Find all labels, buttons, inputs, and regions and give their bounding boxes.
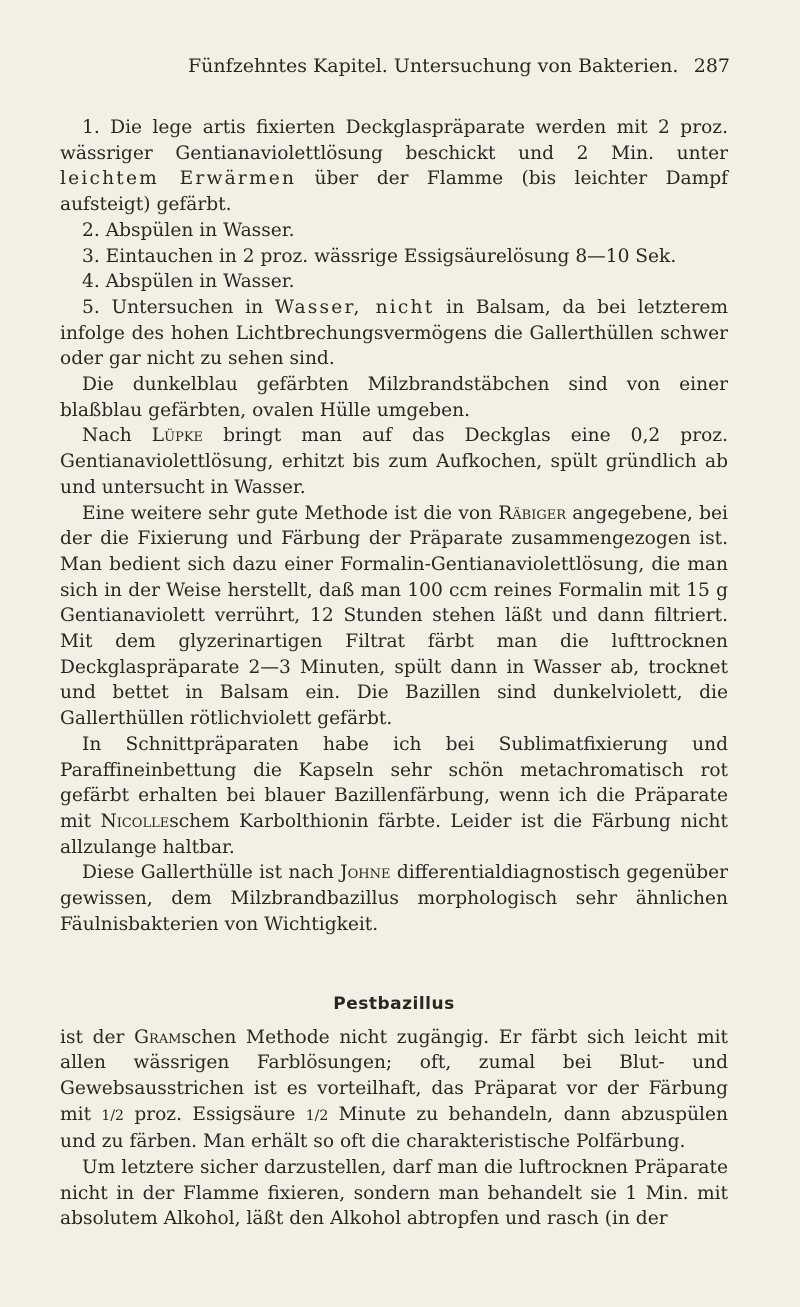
fraction: 1/2 <box>305 1107 329 1124</box>
page-number: 287 <box>693 55 730 77</box>
paragraph-luepke: Nach Lüpke bringt man auf das Deckglas eine 0,2 proz. Gentianaviolettlösung, erhitzt bis zum Aufkochen, spült gründlich ab und untersucht in Wasser. <box>60 425 728 498</box>
paragraph-nicolle: In Schnittpräparaten habe ich bei Sublimatfixierung und Paraffineinbettung die Kapseln sehr schön metachromatisch rot gefärbt erhalten bei blauer Bazillenfärbung, wenn ich die Präparate mit Nicolleschem Karbolthionin färbte. Leider ist die Färbung nicht allzulange haltbar. <box>60 733 728 858</box>
paragraph-step-3: 3. Eintauchen in 2 proz. wässrige Essigsäurelösung 8—10 Sek. <box>82 245 677 267</box>
page-body <box>60 115 728 1232</box>
author-name: Räbiger <box>498 502 567 524</box>
paragraph-pest: ist der Gramschen Methode nicht zugängig. Er färbt sich leicht mit allen wässrigen Farblösungen; oft, zumal bei Blut- und Gewebsausstrichen ist es vorteilhaft, das Präparat vor der Färbung mit 1/2 proz. Essigsäure 1/2 Minute zu behandeln, dann abzuspülen und zu färben. Man erhält so oft die charakteristische Polfärbung. <box>60 1026 728 1153</box>
author-name: Gram <box>134 1026 182 1048</box>
paragraph-raebiger: Eine weitere sehr gute Methode ist die von Räbiger angegebene, bei der die Fixierung und Färbung der Präparate zusammengezogen ist. Man bedient sich dazu einer Formalin-Gentianaviolettlösung, die man sich in der Weise herstellt, daß man 100 ccm reines Formalin mit 15 g Gentianaviolett verrührt, 12 Stunden stehen läßt und dann filtriert. Mit dem glyzerinartigen Filtrat färbt man die lufttrocknen Deckglaspräparate 2—3 Minuten, spült dann in Wasser ab, trocknet und bettet in Balsam ein. Die Bazillen sind dunkelviolett, die Gallerthüllen rötlichviolett gefärbt. <box>60 502 728 730</box>
paragraph-step-1: 1. Die lege artis fixierten Deckglaspräparate werden mit 2 proz. wässriger Gentianaviolettlösung beschickt und 2 Min. unter leichtem Erwärmen über der Flamme (bis leichter Dampf aufsteigt) gefärbt. <box>60 117 728 216</box>
paragraph-step-4: 4. Abspülen in Wasser. <box>82 271 295 293</box>
paragraph-polfaerbung: Um letztere sicher darzustellen, darf man die luftrocknen Präparate nicht in der Flamme fixieren, sondern man behandelt sie 1 Min. mit absolutem Alkohol, läßt den Alkohol abtropfen und rasch (in der <box>60 1157 728 1230</box>
paragraph-description: Die dunkelblau gefärbten Milzbrandstäbchen sind von einer blaßblau gefärbten, ovalen Hülle umgeben. <box>60 374 728 421</box>
emphasis-text: leichtem Erwärmen <box>60 168 297 190</box>
author-name: Nicolle <box>100 810 170 832</box>
paragraph-step-2: 2. Abspülen in Wasser. <box>82 219 295 241</box>
paragraph-step-5: 5. Untersuchen in Wasser, nicht in Balsam, da bei letzterem infolge des hohen Lichtbrechungsvermögens die Gallerthüllen schwer oder gar nicht zu sehen sind. <box>60 296 728 370</box>
fraction: 1/2 <box>101 1107 124 1124</box>
author-name: Johne <box>340 862 391 884</box>
chapter-title: Fünfzehntes Kapitel. Untersuchung von Bakterien. <box>188 55 679 77</box>
running-head <box>188 53 730 79</box>
emphasis-text: Wasser, nicht <box>274 296 435 318</box>
author-name: Lüpke <box>151 425 204 447</box>
paragraph-johne: Diese Gallerthülle ist nach Johne differentialdiagnostisch gegenüber gewissen, dem Milzbrandbazillus morphologisch sehr ähnlichen Fäulnisbakterien von Wichtigkeit. <box>60 862 728 935</box>
section-heading: Pestbazillus <box>333 993 455 1014</box>
